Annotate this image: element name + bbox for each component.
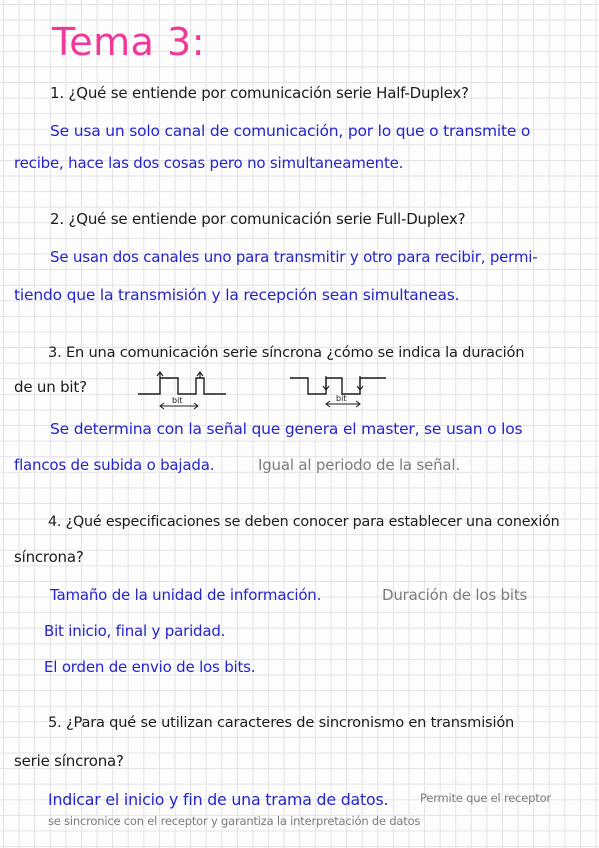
question-3-line-2: de un bit? — [14, 378, 87, 396]
answer-2-line-2: tiendo que la transmisión y la recepción sean simultaneas. — [14, 286, 460, 304]
answer-3-line-1: Se determina con la señal que genera el master, se usan o los — [50, 420, 523, 438]
answer-4-note: Duración de los bits — [382, 586, 528, 604]
falling-edge-waveform — [290, 372, 390, 412]
question-2: 2. ¿Qué se entiende por comunicación serie Full-Duplex? — [50, 210, 466, 228]
question-5-line-1: 5. ¿Para qué se utilizan caracteres de sincronismo en transmisión — [48, 714, 515, 731]
rising-edge-waveform-svg — [138, 372, 228, 412]
wave-2-bit-label: bit — [336, 394, 347, 403]
question-4-line-1: 4. ¿Qué especificaciones se deben conocer para establecer una conexión — [48, 514, 560, 530]
answer-4-line-1: Tamaño de la unidad de información. — [50, 586, 322, 604]
question-4-line-2: síncrona? — [14, 548, 84, 566]
page-title: Tema 3: — [52, 20, 205, 64]
answer-4-line-2: Bit inicio, final y paridad. — [44, 622, 226, 640]
answer-5-note-line-2: se sincronice con el receptor y garantiza la interpretación de datos — [48, 814, 421, 828]
answer-4-line-3: El orden de envio de los bits. — [44, 658, 256, 676]
wave-1-bit-label: bit — [172, 396, 183, 405]
answer-2-line-1: Se usan dos canales uno para transmitir y otro para recibir, permi- — [50, 248, 538, 266]
answer-3-line-2: flancos de subida o bajada. — [14, 456, 215, 474]
answer-1-line-1: Se usa un solo canal de comunicación, por lo que o transmite o — [50, 122, 531, 140]
rising-edge-waveform — [138, 372, 228, 412]
answer-5-note-line-1: Permite que el receptor — [420, 791, 551, 805]
question-5-line-2: serie síncrona? — [14, 752, 124, 770]
falling-edge-waveform-svg — [290, 372, 390, 412]
answer-1-line-2: recibe, hace las dos cosas pero no simultaneamente. — [14, 154, 404, 172]
question-1: 1. ¿Qué se entiende por comunicación serie Half-Duplex? — [50, 84, 469, 102]
answer-3-note: Igual al periodo de la señal. — [258, 456, 460, 474]
answer-5-line-1: Indicar el inicio y fin de una trama de datos. — [48, 790, 389, 809]
question-3-line-1: 3. En una comunicación serie síncrona ¿cómo se indica la duración — [48, 344, 525, 361]
